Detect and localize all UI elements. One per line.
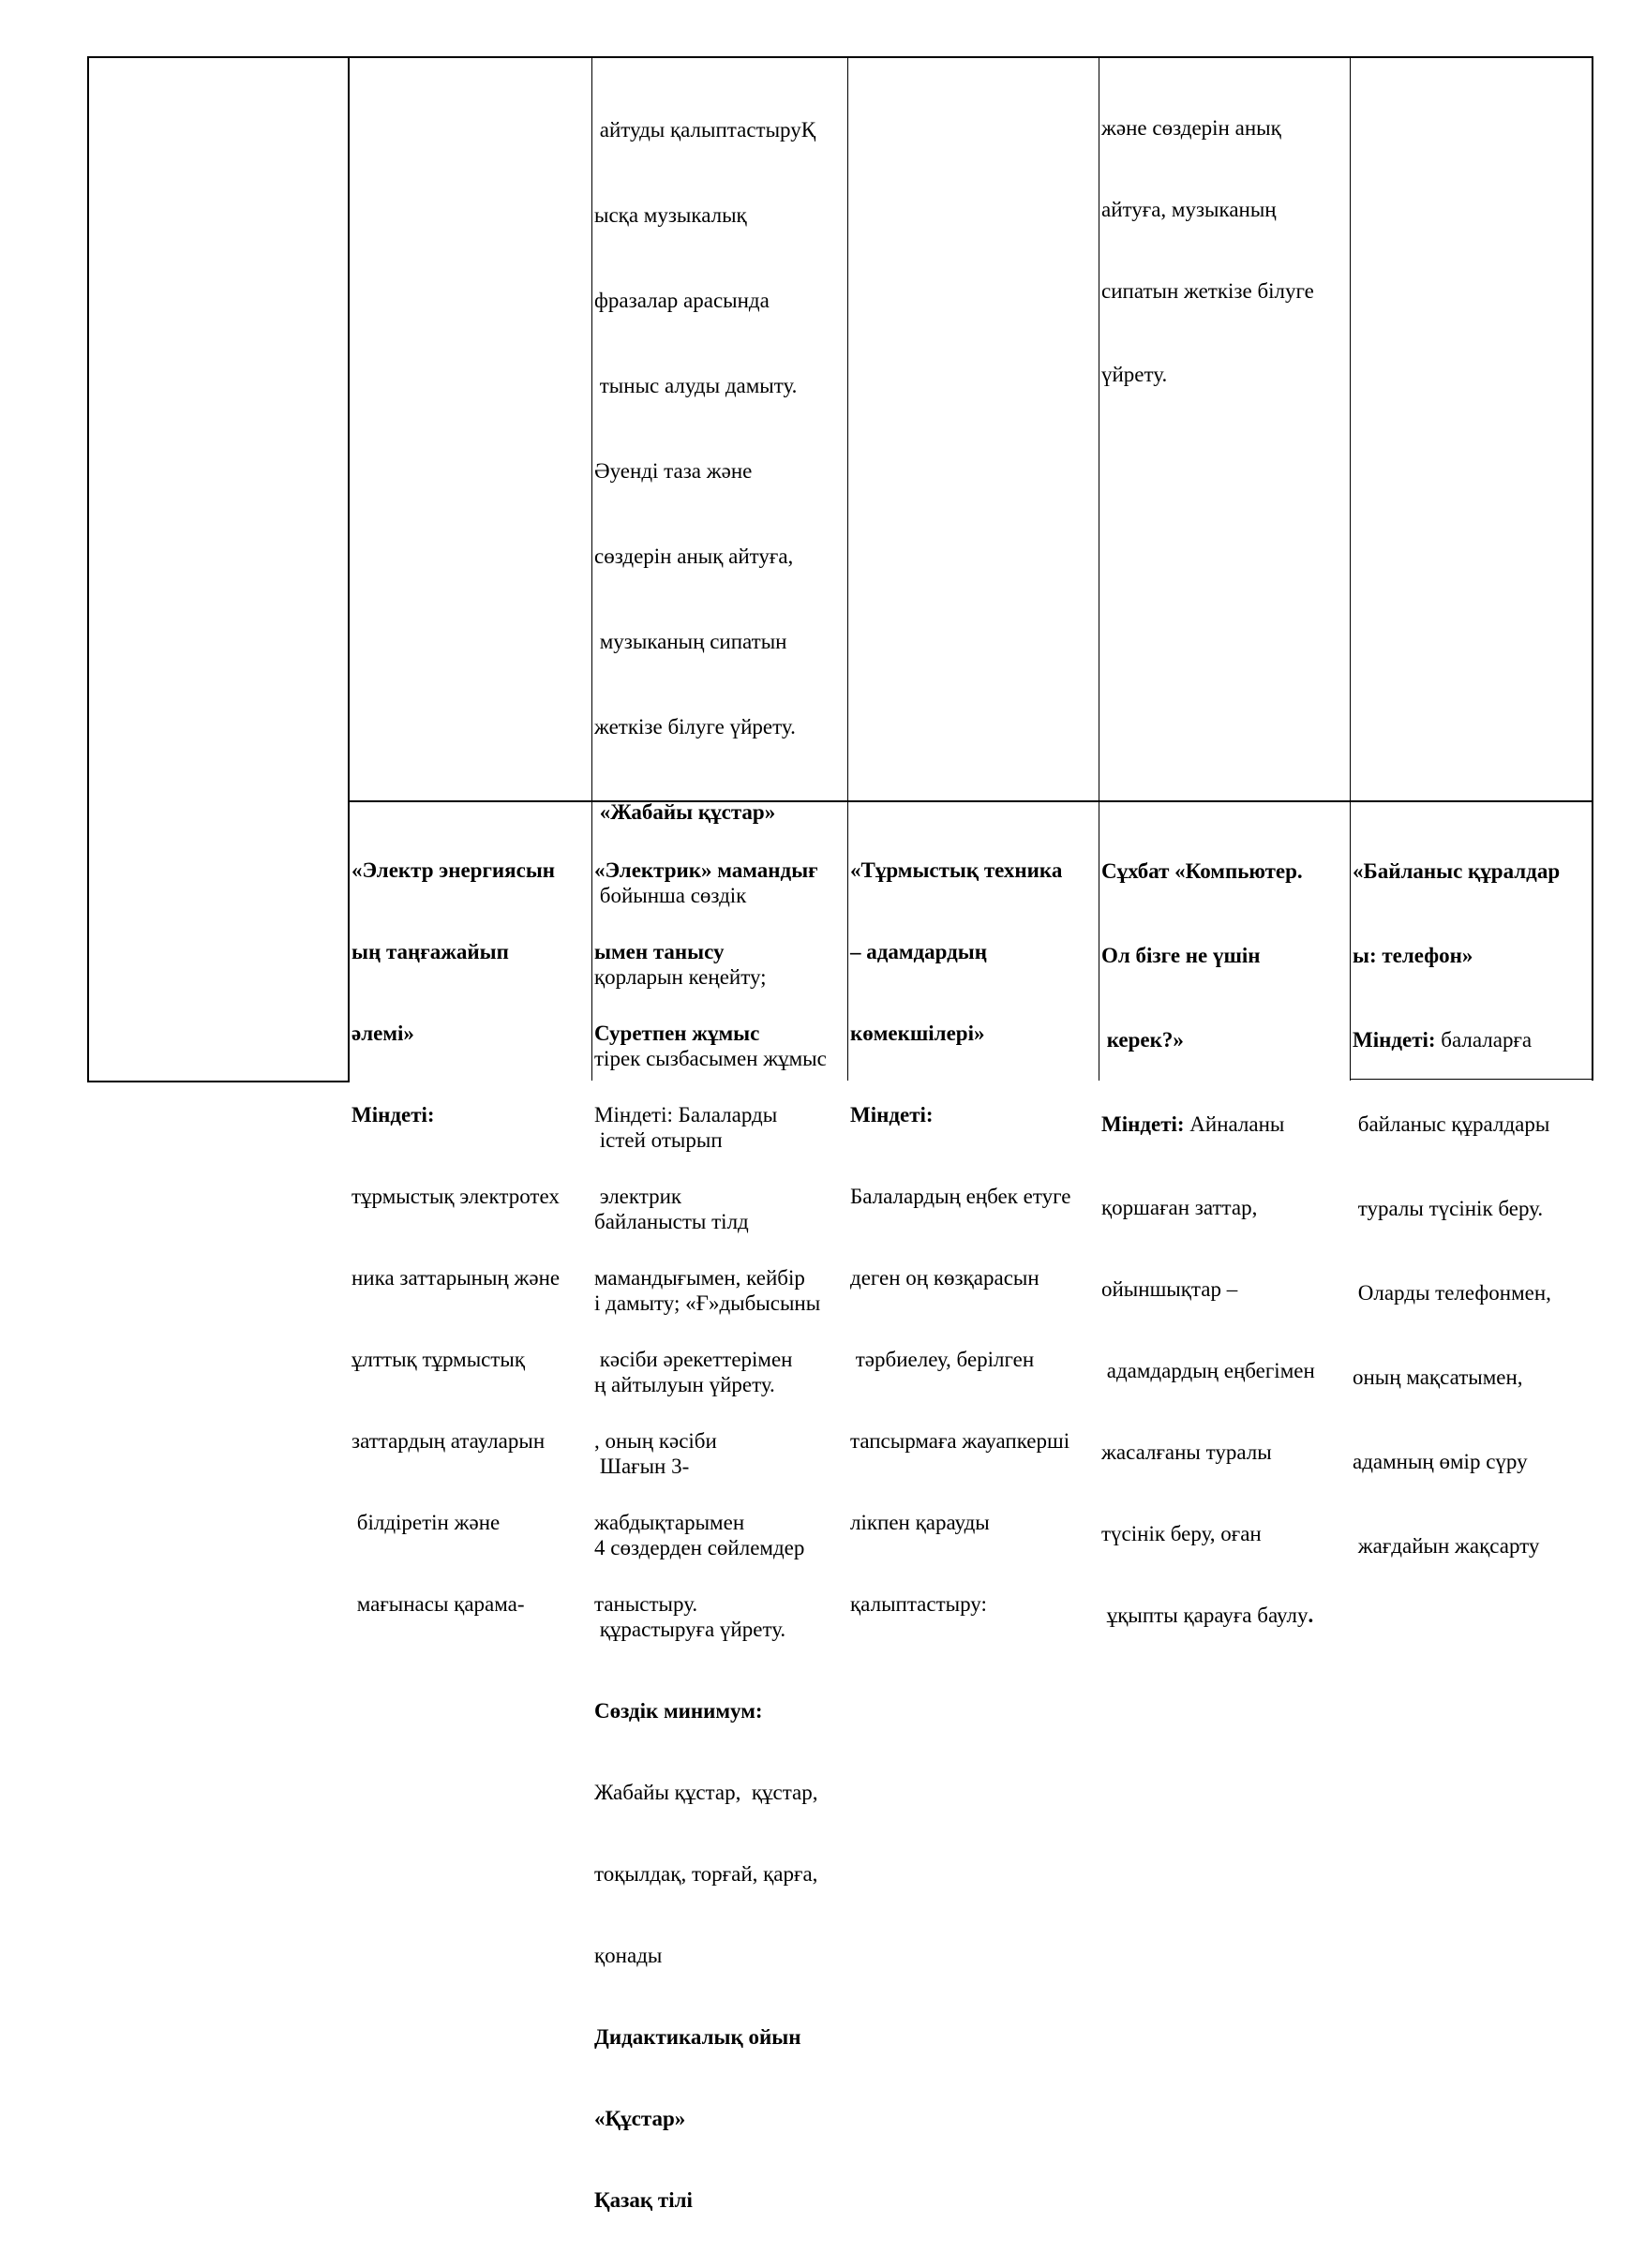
cell-line: айтуға, музыканың — [1101, 198, 1277, 221]
cell-line-bold: керек?» — [1101, 1028, 1184, 1052]
line-end-period: . — [1308, 1604, 1314, 1627]
cell-line-bold: ы: телефон» — [1353, 944, 1473, 967]
cell-line: қоршаған заттар, — [1101, 1196, 1258, 1219]
row2-col4-cell — [848, 802, 1099, 1616]
cell-line-bold: әлемі» — [351, 1022, 414, 1045]
cell-line: фразалар арасында — [594, 289, 770, 312]
cell-line-bold: – адамдардың — [850, 940, 988, 963]
cell-line: қонады — [594, 1944, 663, 1967]
table-right-border — [1592, 56, 1593, 1081]
cell-line-bold: көмекшілері» — [850, 1022, 985, 1045]
cell-line: ысқа музыкалық — [594, 203, 747, 227]
cell-line-bold: «Электрик» мамандығ — [594, 858, 818, 882]
cell-line: қалыптастыру: — [850, 1592, 987, 1616]
task-text: Айналаны — [1189, 1112, 1285, 1136]
cell-line: Жабайы құстар, құстар, — [594, 1781, 818, 1804]
cell-line: лікпен қарауды — [850, 1511, 990, 1534]
cell-line: жасалғаны туралы — [1101, 1440, 1272, 1464]
cell-line: Әуенді таза және — [594, 459, 753, 483]
cell-line: электрик — [594, 1185, 682, 1208]
cell-line-bold: Ол бізге не үшін — [1101, 944, 1261, 967]
row1-col5-cell — [1099, 60, 1350, 386]
cell-line: тұрмыстық электротех — [351, 1185, 560, 1208]
cell-line — [1101, 1602, 1350, 1629]
line-text: ұқыпты қарауға баулу — [1101, 1604, 1309, 1627]
cell-line-bold: Сөздік минимум: — [594, 1699, 763, 1723]
cell-line: мамандығымен, кейбір — [594, 1266, 805, 1290]
cell-line-bold: Міндеті: — [351, 1103, 435, 1127]
cell-line: тапсырмаға жауапкерші — [850, 1429, 1070, 1453]
cell-line: адамдардың еңбегімен — [1101, 1359, 1315, 1382]
cell-line — [1353, 1025, 1592, 1055]
cell-line: , оның кәсіби — [594, 1429, 717, 1453]
table-top-border — [87, 56, 1593, 58]
cell-line: кәсіби әрекеттерімен — [594, 1348, 793, 1371]
cell-line: және сөздерін анық — [1101, 116, 1281, 140]
cell-line: ұлттық тұрмыстық — [351, 1348, 526, 1371]
cell-line-bold: Міндеті: — [850, 1103, 934, 1127]
cell-line: мағынасы қарама- — [351, 1592, 525, 1616]
cell-line: Балалардың еңбек етуге — [850, 1185, 1071, 1208]
cell-line-bold: ың таңғажайып — [351, 940, 509, 963]
cell-line: музыканың сипатын — [594, 630, 787, 653]
row2-col6-cell — [1351, 802, 1592, 1558]
cell-line-bold: Суретпен жұмыс — [594, 1022, 760, 1045]
cell-line: Міндеті: Балаларды — [594, 1103, 778, 1127]
task-text: балаларға — [1441, 1028, 1533, 1052]
row2-col5-cell — [1099, 802, 1350, 1627]
cell-line: 4 сөздерден сөйлемдер — [594, 1536, 805, 1559]
table-bottom-border-col1 — [87, 1081, 350, 1082]
cell-line: құрастыруға үйрету. — [594, 1618, 786, 1641]
cell-line-bold: «Тұрмыстық техника — [850, 858, 1063, 882]
task-label: Міндеті: — [1353, 1028, 1442, 1052]
cell-line: байланыс құралдары — [1353, 1112, 1550, 1136]
row2-col2-cell — [350, 802, 591, 1616]
cell-line: оның мақсатымен, — [1353, 1365, 1523, 1389]
cell-line-bold: ымен танысу — [594, 940, 725, 963]
cell-line: сөздерін анық айтуға, — [594, 545, 794, 568]
cell-line: қорларын кеңейту; — [594, 965, 767, 989]
cell-line: Оларды телефонмен, — [1353, 1281, 1551, 1305]
cell-line — [1101, 1110, 1350, 1140]
cell-line: Шағын 3- — [594, 1455, 690, 1478]
cell-line-bold: Сұхбат «Компьютер. — [1101, 859, 1303, 883]
cell-line: ника заттарының және — [351, 1266, 561, 1290]
table-left-border — [87, 56, 89, 1082]
cell-line-bold: Қазақ тілі — [594, 2188, 693, 2212]
cell-line-bold: Дидактикалық ойын — [594, 2025, 801, 2049]
cell-line-bold: «Электр энергиясын — [351, 858, 556, 882]
cell-line: тәрбиелеу, берілген — [850, 1348, 1035, 1371]
cell-line: тірек сызбасымен жұмыс — [594, 1047, 827, 1070]
cell-line: бойынша сөздік — [594, 884, 747, 907]
cell-line: таныстыру. — [594, 1592, 698, 1616]
cell-line: айтуды қалыптастыруҚ — [594, 118, 816, 142]
cell-line: заттардың атауларын — [351, 1429, 546, 1453]
cell-line: білдіретін және — [351, 1511, 501, 1534]
cell-line: ң айтылуын үйрету. — [594, 1373, 775, 1396]
cell-line: тоқылдақ, торғай, қарға, — [594, 1862, 818, 1886]
cell-line-bold: «Жабайы құстар» — [594, 800, 776, 824]
task-label: Міндеті: — [1101, 1112, 1190, 1136]
cell-line: сипатын жеткізе білуге — [1101, 279, 1314, 303]
cell-line: тыныс алуды дамыту. — [594, 374, 798, 397]
cell-line-bold: «Құстар» — [594, 2107, 686, 2130]
cell-line: ойыншықтар – — [1101, 1277, 1238, 1301]
cell-line: үйрету. — [1101, 363, 1168, 386]
cell-line: жабдықтарымен — [594, 1511, 745, 1534]
cell-line: жеткізе білуге үйрету. — [594, 715, 796, 739]
cell-line-bold: «Байланыс құралдар — [1353, 859, 1561, 883]
cell-line: і дамыту; «Ғ»дыбысыны — [594, 1291, 821, 1315]
cell-line: адамның өмір сүру — [1353, 1450, 1528, 1473]
cell-line: түсінік беру, оған — [1101, 1522, 1262, 1545]
cell-line: байланысты тілд — [594, 1210, 749, 1233]
cell-line: деген оң көзқарасын — [850, 1266, 1039, 1290]
cell-line: жағдайын жақсарту — [1353, 1534, 1540, 1558]
cell-line: істей отырып — [594, 1128, 723, 1152]
cell-line: туралы түсінік беру. — [1353, 1197, 1544, 1220]
